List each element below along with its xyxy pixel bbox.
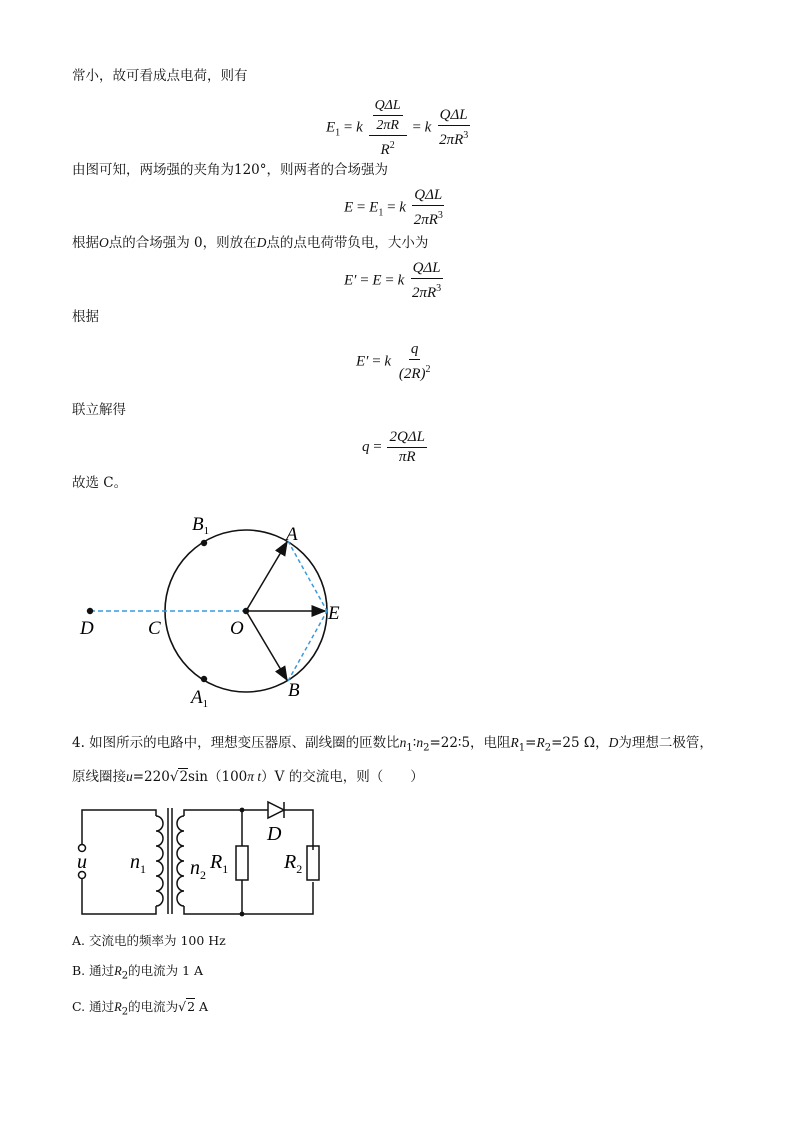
- option-a: A. 交流电的频率为 100 Hz: [72, 933, 226, 948]
- point-b1: [201, 540, 207, 546]
- text-line-4: 根据: [72, 309, 99, 325]
- point-a1: [201, 676, 207, 682]
- text-line-2: 由图可知，两场强的夹角为120°，则两者的合场强为: [72, 162, 389, 178]
- secondary-coil: [177, 816, 184, 906]
- label-b1: $B_1$: [192, 514, 210, 537]
- vector-oa: [246, 542, 287, 611]
- label-a1: $A_1$: [191, 687, 209, 710]
- diode-icon: [268, 802, 284, 818]
- resistor-r1: [236, 846, 248, 880]
- vector-ob: [246, 611, 287, 680]
- dashed-line-be: [288, 611, 327, 681]
- resistor-r2: [307, 846, 319, 880]
- equation-1: $E_1 = k$ QΔL 2πR $R^2$ = k QΔL $2\pi R^3$: [326, 98, 469, 158]
- label-n1: $n_1$: [130, 851, 146, 876]
- point-o: [243, 608, 249, 614]
- equation-2: $E = E_1 = k$ QΔL $2\pi R^3$: [344, 187, 443, 228]
- circuit-diagram: [72, 796, 332, 921]
- primary-coil: [156, 816, 163, 906]
- label-d: D: [80, 618, 94, 639]
- equation-4: E′ = k $\frac{q}{(2R)^2}$: [356, 341, 431, 382]
- equation-3: E′ = E = k QΔL $2\pi R^3$: [344, 260, 442, 301]
- text-line-3: 根据O点的合场强为 0，则放在D点的点电荷带负电，大小为: [72, 235, 429, 251]
- label-c: C: [148, 618, 161, 639]
- question-4-line-2: 原线圈接u=220√2sin（100π t）V 的交流电，则（ ）: [72, 769, 424, 785]
- text-line-6: 故选 C。: [72, 475, 128, 491]
- question-4-line-1: 4. 如图所示的电路中，理想变压器原、副线圈的匝数比$n_1∶n_2=22∶5$，电阻$R_1=R_2=25$ Ω，D为理想二极管，: [72, 735, 713, 754]
- label-u: u: [77, 851, 87, 873]
- text-line-1: 常小，故可看成点电荷，则有: [72, 68, 248, 84]
- junction-top: [240, 808, 245, 813]
- dashed-line-ae: [288, 541, 327, 611]
- label-o: O: [230, 618, 244, 639]
- option-b: B. 通过$R_2$的电流为 1 A: [72, 963, 204, 982]
- label-r1: $R_1$: [210, 851, 229, 876]
- label-r2: $R_2$: [284, 851, 303, 876]
- label-b: B: [288, 680, 300, 701]
- label-a: A: [286, 524, 298, 545]
- equation-5: q = 2QΔL πR: [362, 429, 425, 465]
- junction-bottom: [240, 912, 245, 917]
- label-e: E: [328, 603, 340, 624]
- field-diagram: [70, 508, 370, 718]
- label-d: D: [267, 823, 282, 845]
- point-d: [87, 608, 93, 614]
- label-n2: $n_2$: [190, 857, 206, 882]
- text-line-5: 联立解得: [72, 402, 126, 418]
- option-c: C. 通过$R_2$的电流为√2 A: [72, 999, 209, 1018]
